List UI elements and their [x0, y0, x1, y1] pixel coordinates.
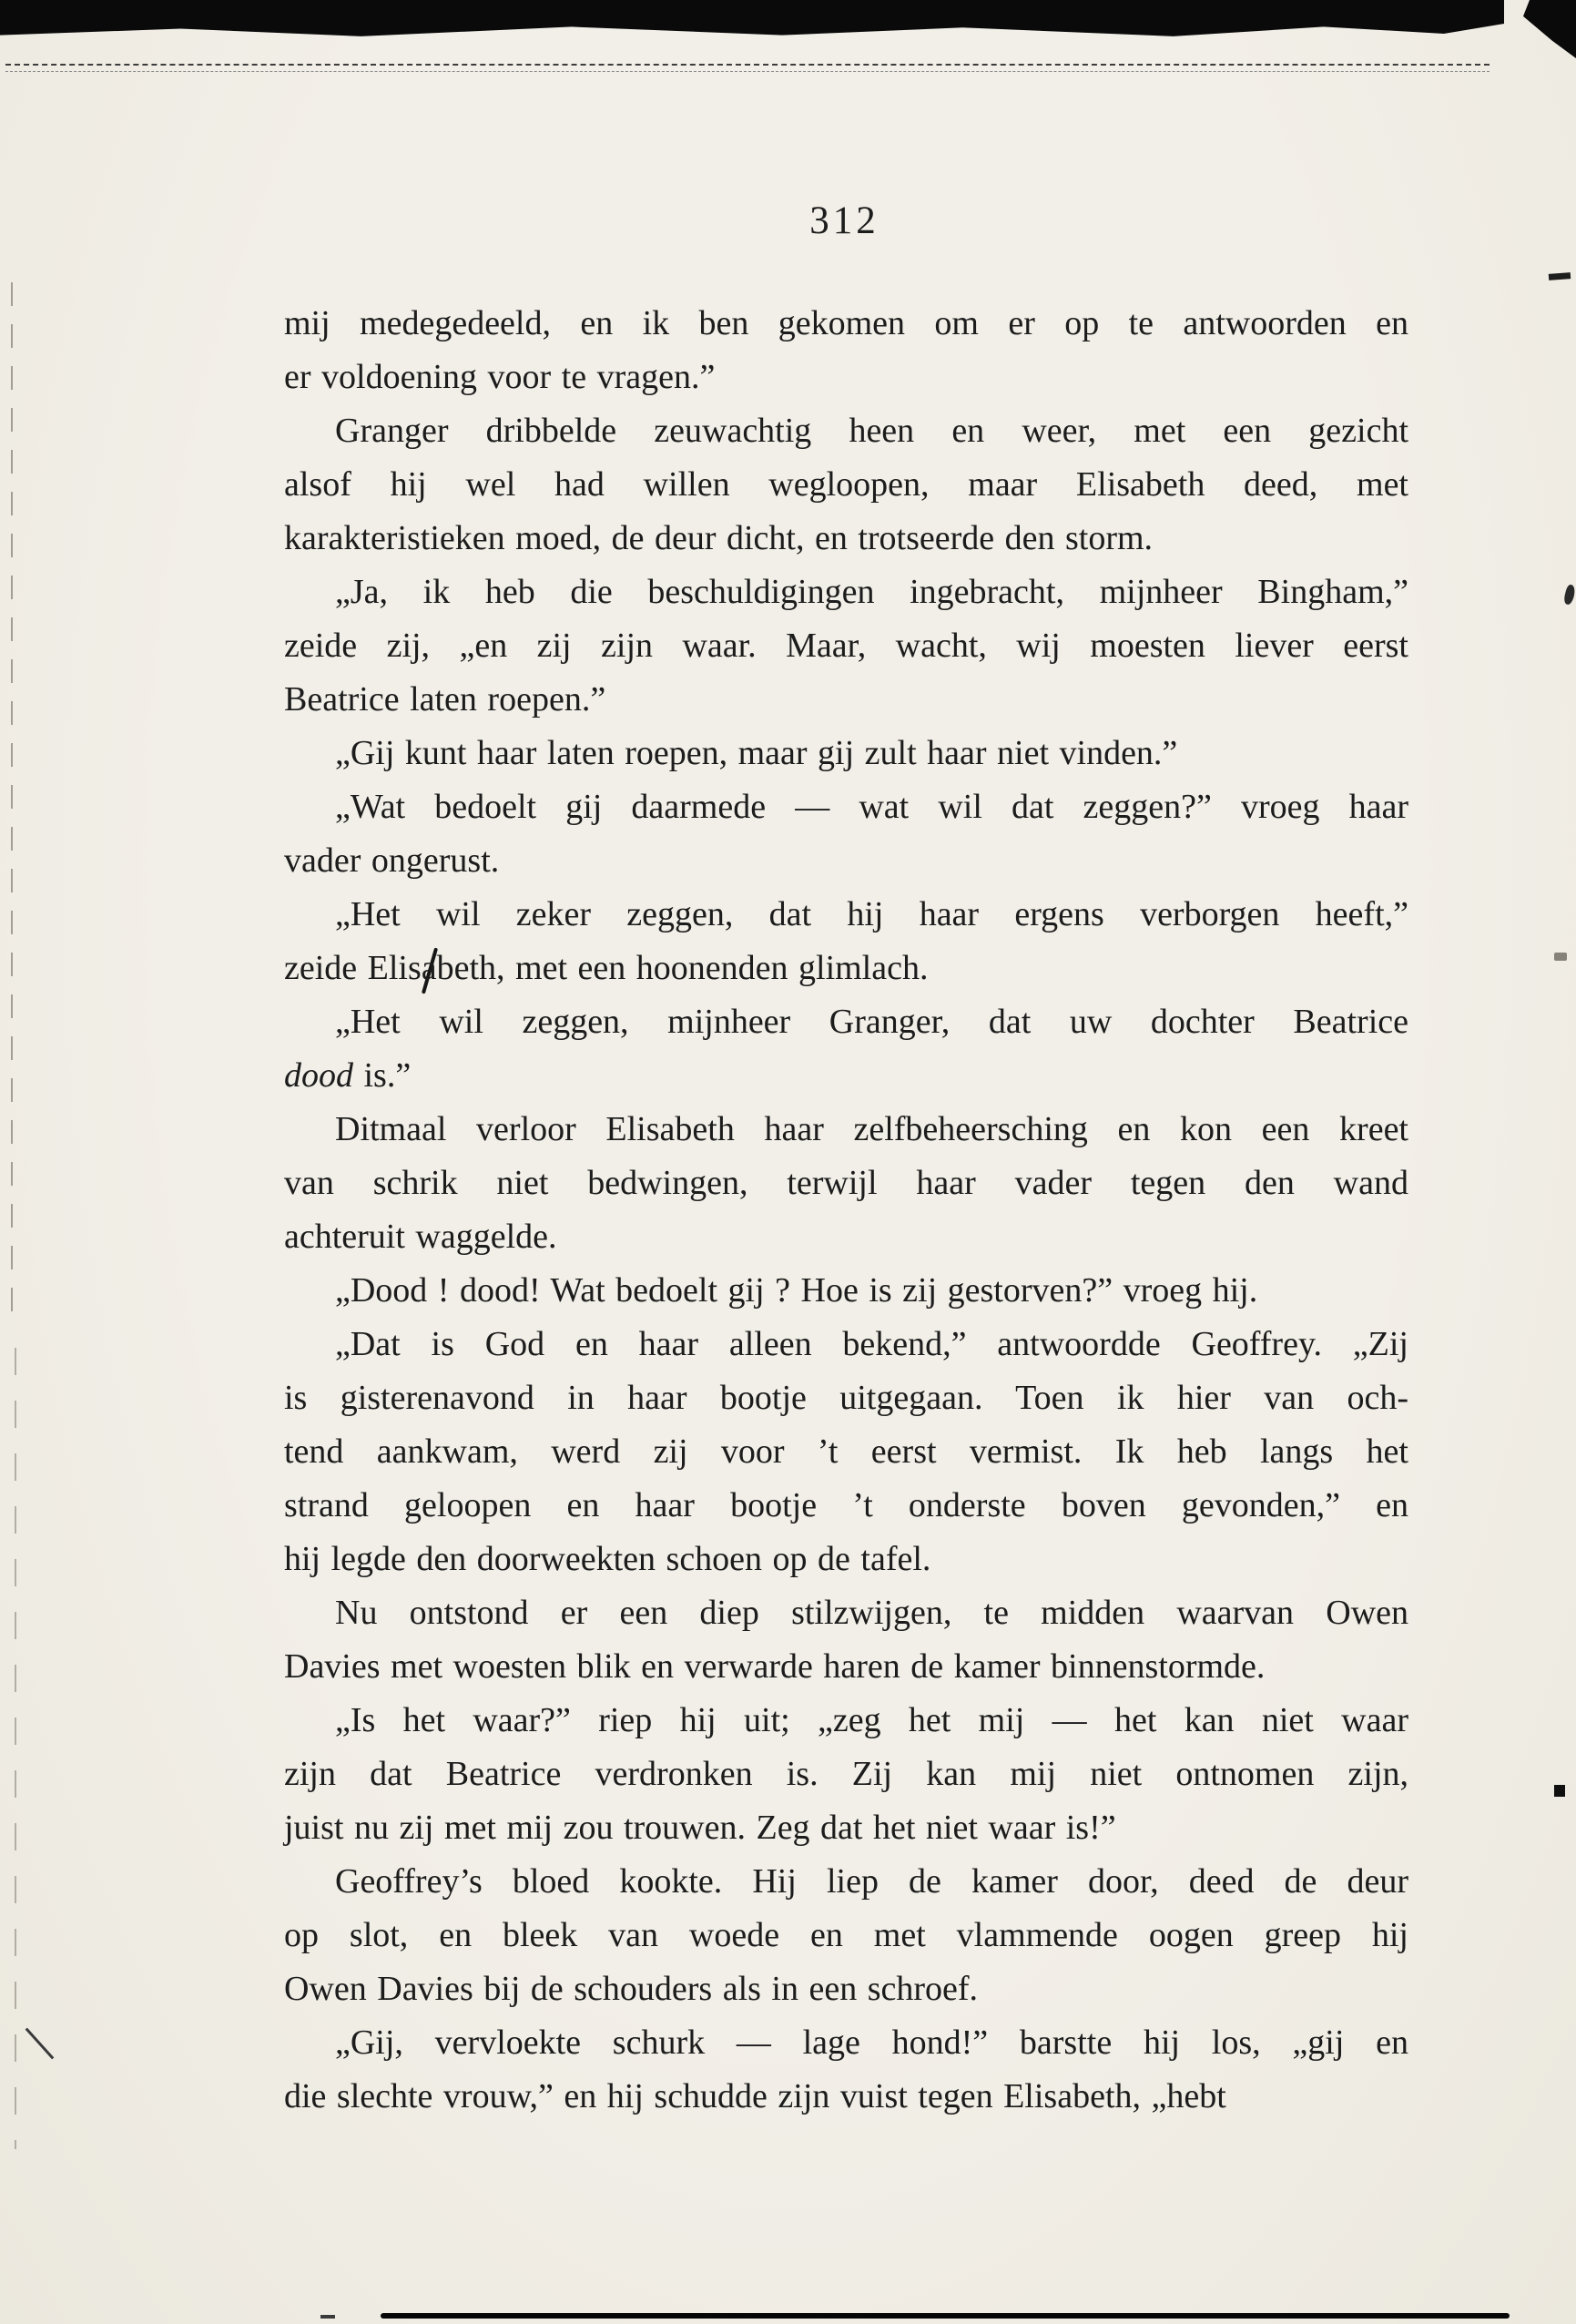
text-line [284, 1855, 1408, 1909]
scan-artifact-top-bar [0, 0, 1504, 38]
paragraph [284, 995, 1408, 1103]
text-segment: hij legde den doorweekten schoen op de tafel. [284, 1540, 931, 1578]
text-line [284, 1748, 1408, 1801]
text-line [284, 1533, 1408, 1586]
scan-artifact-right-mark-1 [1549, 272, 1571, 280]
paragraph [284, 1318, 1408, 1586]
scan-artifact-dashed-rule [5, 64, 1490, 72]
paragraph [284, 1103, 1408, 1264]
text-segment: karakteristieken moed, de deur dicht, en trotseerde den storm. [284, 519, 1154, 557]
paragraph [284, 404, 1408, 566]
text-segment: Geoffrey’s bloed kookte. Hij liep de kamer door, deed de deur [335, 1862, 1408, 1901]
scan-artifact-right-mark-2 [1562, 584, 1576, 606]
text-segment: is gisterenavond in haar bootje uitgegaan. Toen ik hier van och- [284, 1379, 1408, 1417]
text-segment: die slechte vrouw,” en hij schudde zijn vuist tegen Elisabeth, „hebt [284, 2077, 1226, 2115]
text-line [284, 1586, 1408, 1640]
text-line [284, 1210, 1408, 1264]
scan-artifact-top-right-corner [1523, 0, 1576, 58]
text-segment: Granger dribbelde zeuwachtig heen en weer, met een gezicht [335, 412, 1408, 450]
paragraph [284, 727, 1408, 780]
paragraph [284, 1264, 1408, 1318]
text-segment: „Gij, vervloekte schurk — lage hond!” barstte hij los, „gij en [335, 2023, 1408, 2062]
text-segment: zeide Elisabeth, met een hoonenden glimlach. [284, 949, 929, 987]
text-line [284, 1640, 1408, 1694]
page-number: 312 [809, 199, 880, 242]
paragraph [284, 1586, 1408, 1694]
text-line [284, 1264, 1408, 1318]
text-segment: mij medegedeeld, en ik ben gekomen om er op te antwoorden en [284, 304, 1408, 342]
text-line [284, 888, 1408, 942]
text-segment: „Het wil zeker zeggen, dat hij haar ergens verborgen heeft,” [335, 895, 1408, 933]
text-segment: tend aankwam, werd zij voor ’t eerst vermist. Ik heb langs het [284, 1432, 1408, 1471]
text-block [284, 297, 1408, 2124]
text-line [284, 458, 1408, 512]
text-line [284, 1049, 1408, 1103]
text-segment: van schrik niet bedwingen, terwijl haar vader tegen den wand [284, 1164, 1408, 1202]
text-line [284, 1694, 1408, 1748]
scan-artifact-bottom-line [381, 2313, 1510, 2319]
text-line [284, 1479, 1408, 1533]
text-segment: Owen Davies bij de schouders als in een schroef. [284, 1970, 979, 2008]
text-line [284, 1318, 1408, 1371]
italic-text: dood [284, 1056, 353, 1095]
text-segment: Nu ontstond er een diep stilzwijgen, te midden waarvan Owen [335, 1594, 1408, 1632]
text-line [284, 834, 1408, 888]
text-segment: is.” [353, 1056, 412, 1095]
text-line [284, 404, 1408, 458]
text-line [284, 351, 1408, 404]
text-segment: op slot, en bleek van woede en met vlammende oogen greep hij [284, 1916, 1408, 1954]
scan-artifact-bottom-dot [320, 2315, 335, 2319]
text-segment: „Ja, ik heb die beschuldigingen ingebracht, mijnheer Bingham,” [335, 573, 1408, 611]
text-segment: „Dood ! dood! Wat bedoelt gij ? Hoe is zij gestorven?” vroeg hij. [335, 1271, 1258, 1310]
text-line [284, 619, 1408, 673]
text-segment: zeide zij, „en zij zijn waar. Maar, wacht, wij moesten liever eerst [284, 627, 1408, 665]
text-segment: „Is het waar?” riep hij uit; „zeg het mij — het kan niet waar [335, 1701, 1408, 1739]
text-line [284, 512, 1408, 566]
text-segment: achteruit waggelde. [284, 1218, 557, 1256]
text-segment: strand geloopen en haar bootje ’t onderste boven gevonden,” en [284, 1486, 1408, 1524]
text-line [284, 673, 1408, 727]
paragraph [284, 1694, 1408, 1855]
paragraph [284, 888, 1408, 995]
text-segment: Davies met woesten blik en verwarde haren de kamer binnenstormde. [284, 1647, 1266, 1686]
paragraph [284, 780, 1408, 888]
text-line [284, 780, 1408, 834]
text-line [284, 1801, 1408, 1855]
text-line [284, 1371, 1408, 1425]
text-segment: Ditmaal verloor Elisabeth haar zelfbeheersching en kon een kreet [335, 1110, 1408, 1148]
text-line [284, 2016, 1408, 2070]
text-line [284, 1103, 1408, 1157]
text-line [284, 995, 1408, 1049]
scan-artifact-left-edge-line-2 [15, 1348, 16, 2149]
text-line [284, 1157, 1408, 1210]
text-segment: Beatrice laten roepen.” [284, 680, 606, 719]
paragraph [284, 297, 1408, 404]
text-line [284, 566, 1408, 619]
paragraph [284, 566, 1408, 727]
scan-artifact-right-mark-3 [1554, 953, 1567, 961]
text-line [284, 1425, 1408, 1479]
text-segment: zijn dat Beatrice verdronken is. Zij kan mij niet ontnomen zijn, [284, 1755, 1408, 1793]
scan-artifact-left-edge-line-1 [11, 282, 13, 1330]
text-line [284, 1909, 1408, 1962]
text-segment: „Wat bedoelt gij daarmede — wat wil dat zeggen?” vroeg haar [335, 788, 1408, 826]
text-segment: „Dat is God en haar alleen bekend,” antwoordde Geoffrey. „Zij [335, 1325, 1408, 1363]
text-segment: er voldoening voor te vragen.” [284, 358, 716, 396]
text-segment: alsof hij wel had willen wegloopen, maar Elisabeth deed, met [284, 465, 1408, 504]
text-line [284, 2070, 1408, 2124]
paragraph [284, 1855, 1408, 2016]
text-segment: juist nu zij met mij zou trouwen. Zeg dat het niet waar is!” [284, 1809, 1116, 1847]
text-line [284, 727, 1408, 780]
scan-artifact-diagonal-mark [25, 2028, 55, 2060]
text-segment: „Het wil zeggen, mijnheer Granger, dat uw dochter Beatrice [335, 1003, 1408, 1041]
text-segment: vader ongerust. [284, 841, 500, 880]
text-line [284, 1962, 1408, 2016]
text-line [284, 297, 1408, 351]
scan-artifact-right-mark-4 [1554, 1785, 1565, 1797]
text-segment: „Gij kunt haar laten roepen, maar gij zult haar niet vinden.” [335, 734, 1178, 772]
paragraph [284, 2016, 1408, 2124]
text-line [284, 942, 1408, 995]
